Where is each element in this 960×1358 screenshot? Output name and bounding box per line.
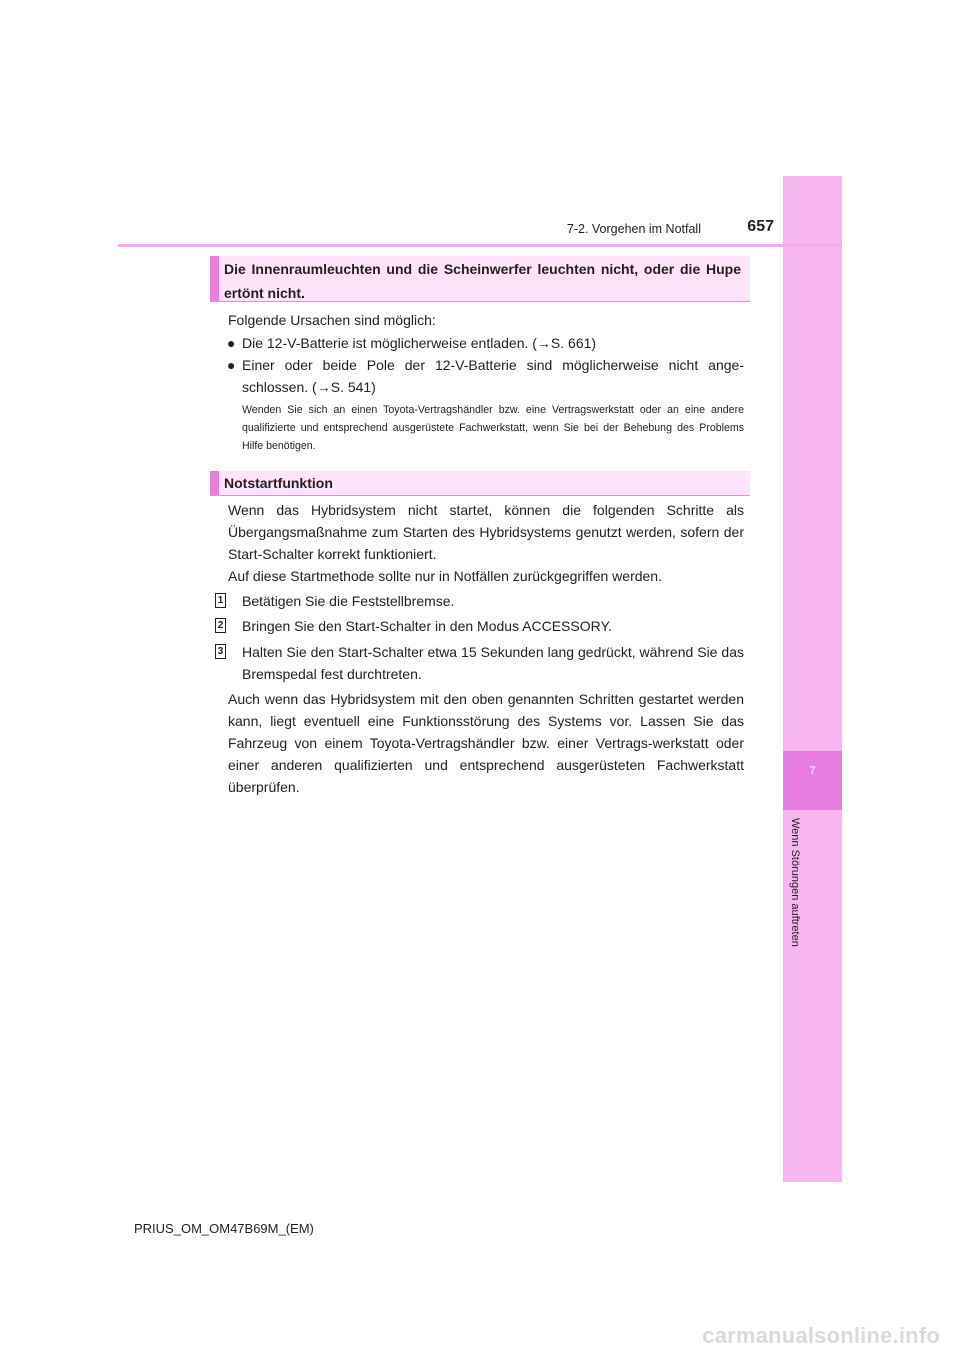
causes-intro: Folgende Ursachen sind möglich: (228, 312, 436, 328)
step-2-text: Bringen Sie den Start-Schalter in den Modus ACCESSORY. (242, 618, 612, 634)
section-title: 7-2. Vorgehen im Notfall (566, 222, 701, 236)
chapter-title: Wenn Störungen auftreten (789, 818, 801, 947)
bullet-dot-icon: ● (227, 357, 236, 373)
side-chapter-tab (783, 176, 842, 1182)
chapter-tab-marker (783, 751, 842, 810)
header-divider (118, 244, 842, 247)
closing-paragraph: Auch wenn das Hybridsystem mit den oben genannten Schritten gestartet werden kann, liegt eventuell eine Funktionsstörung des Systems vor. Lassen Sie das Fahrzeug von einem Toyota-Vertragshändler bzw. einer Vertrags-werkstatt oder einer anderen qualifizierten und entsprechend ausgerüsteten Fachwerkstatt überprüfen. (228, 691, 744, 795)
heading-emergency-start (210, 471, 750, 496)
step-number-badge: 2 (215, 618, 226, 633)
step-3-text: Halten Sie den Start-Schalter etwa 15 Sekunden lang gedrückt, während Sie das Bremspedal fest durchtreten. (242, 644, 744, 682)
bullet-dot-icon: ● (227, 335, 236, 351)
emergency-start-intro: Wenn das Hybridsystem nicht startet, können die folgenden Schritte als Übergangsmaßnahme zum Starten des Hybridsystems genutzt werden, sofern der Start-Schalter korrekt funktioniert. (228, 502, 744, 562)
emergency-start-note: Auf diese Startmethode sollte nur in Notfällen zurückgegriffen werden. (228, 568, 662, 584)
bullet-battery-terminals: Einer oder beide Pole der 12-V-Batterie sind möglicherweise nicht ange-schlossen. (→S. 541) (242, 357, 744, 395)
step-number-badge: 3 (215, 644, 226, 659)
chapter-number: 7 (809, 765, 816, 777)
heading-emergency-start-text: Notstartfunktion (224, 475, 333, 491)
step-number-badge: 1 (215, 593, 226, 608)
heading-lights-horn-text: Die Innenraumleuchten und die Scheinwerfer leuchten nicht, oder die Hupe ertönt nicht. (224, 261, 741, 301)
page-number: 657 (747, 218, 774, 235)
watermark-logo: carmanualsonline.info (702, 1323, 940, 1348)
bullet-battery-discharged: Die 12-V-Batterie ist möglicherweise entladen. (→S. 661) (242, 335, 597, 351)
document-code: PRIUS_OM_OM47B69M_(EM) (134, 1221, 314, 1236)
dealer-note: Wenden Sie sich an einen Toyota-Vertragshändler bzw. eine Vertragswerkstatt oder an eine andere qualifizierte und entsprechend ausgerüstete Fachwerkstatt, wenn Sie bei der Behebung des Problems Hilfe benötigen. (242, 404, 744, 452)
step-1-text: Betätigen Sie die Feststellbremse. (242, 593, 455, 609)
heading-lights-horn (210, 256, 750, 302)
